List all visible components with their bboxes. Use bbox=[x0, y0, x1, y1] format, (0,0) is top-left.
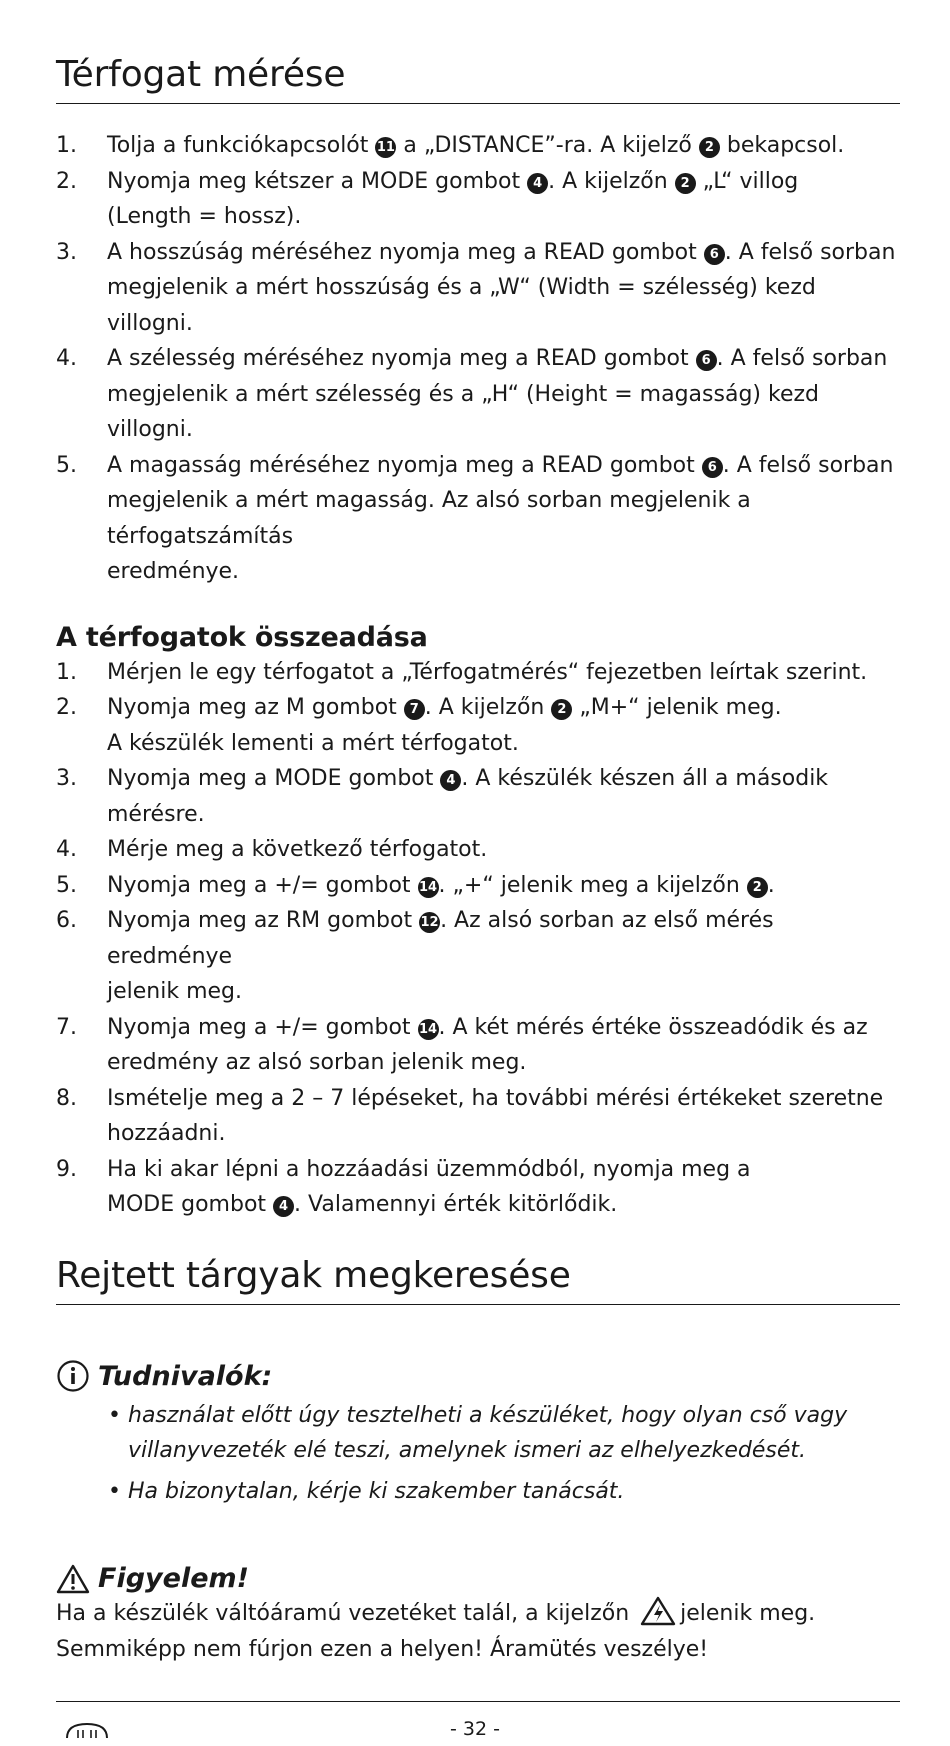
list-item: 5. Nyomja meg a +/= gombot 14. „+“ jelenik meg a kijelzőn 2 . bbox=[56, 872, 775, 898]
list-item: 2. Nyomja meg az M gombot 7 . A kijelzőn 2 „M+“ jelenik meg. A készülék lementi a mért térfogatot. bbox=[56, 695, 782, 756]
warning-block bbox=[56, 1561, 900, 1667]
electric-shock-warning-icon bbox=[640, 1596, 676, 1626]
ref-number-icon: 4 bbox=[527, 173, 548, 194]
ref-number-icon: 7 bbox=[404, 699, 425, 720]
ref-number-icon: 6 bbox=[696, 350, 717, 371]
footer-divider bbox=[56, 1701, 900, 1702]
ref-number-icon: 11 bbox=[375, 137, 396, 158]
ref-number-icon: 2 bbox=[699, 137, 720, 158]
list-item: 4. A szélesség méréséhez nyomja meg a READ gombot 6 . A felső sorban megjelenik a mért szélesség és a „H“ (Height = magasság) kezd villogni. bbox=[56, 346, 888, 442]
list-item: 1. Tolja a funkciókapcsolót 11 a „DISTANCE”-ra. A kijelző 2 bekapcsol. bbox=[56, 133, 845, 158]
ref-number-icon: 2 bbox=[747, 877, 768, 898]
ref-number-icon: 6 bbox=[704, 244, 725, 265]
section-title-volume: Térfogat mérése bbox=[56, 52, 900, 104]
list-item: 6. Nyomja meg az RM gombot 12. Az alsó sorban az első mérés eredménye jelenik meg. bbox=[56, 908, 774, 1005]
page-number: - 32 - bbox=[450, 1718, 500, 1740]
list-item: 2. Nyomja meg kétszer a MODE gombot 4 . A kijelzőn 2 „L“ villog (Length = hossz). bbox=[56, 168, 799, 229]
ref-number-icon: 2 bbox=[551, 699, 572, 720]
info-circle-icon bbox=[56, 1359, 90, 1393]
note-heading: Tudnivalók: bbox=[56, 1359, 900, 1394]
notes-block bbox=[56, 1359, 900, 1510]
section-title-hidden-objects: Rejtett tárgyak megkeresése bbox=[56, 1253, 900, 1305]
warning-triangle-icon bbox=[56, 1564, 90, 1594]
ref-number-icon: 4 bbox=[440, 770, 461, 791]
volume-steps bbox=[56, 128, 900, 590]
notes-list bbox=[56, 1398, 900, 1510]
list-item: 3. A hosszúság méréséhez nyomja meg a READ gombot 6 . A felső sorban megjelenik a mért hosszúság és a „W“ (Width = szélesség) kezd villogni. bbox=[56, 239, 896, 336]
list-item: 8. Ismételje meg a 2 – 7 lépéseket, ha további mérési értékeket szeretne hozzáadni. bbox=[56, 1085, 884, 1147]
list-item: • használat előtt úgy tesztelheti a készüléket, hogy olyan cső vagy villanyvezeték elé teszi, amelynek ismeri az elhelyezkedését. bbox=[108, 1402, 848, 1464]
list-item: 9. Ha ki akar lépni a hozzáadási üzemmódból, nyomja meg a MODE gombot 4 . Valamennyi érték kitörlődik. bbox=[56, 1156, 751, 1218]
list-item: 4. Mérje meg a következő térfogatot. bbox=[56, 837, 488, 863]
list-item: 5. A magasság méréséhez nyomja meg a READ gombot 6 . A felső sorban megjelenik a mért magasság. Az alsó sorban megjelenik a térfogatszámítás eredménye. bbox=[56, 452, 894, 584]
list-item: • Ha bizonytalan, kérje ki szakember tanácsát. bbox=[108, 1478, 625, 1504]
ref-number-icon: 2 bbox=[675, 173, 696, 194]
ref-number-icon: 12 bbox=[419, 912, 440, 933]
ref-number-icon: 4 bbox=[273, 1196, 294, 1217]
list-item: 3. Nyomja meg a MODE gombot 4 . A készülék készen áll a második mérésre. bbox=[56, 766, 829, 827]
ref-number-icon: 14 bbox=[418, 877, 439, 898]
addition-steps bbox=[56, 655, 900, 1223]
ref-number-icon: 6 bbox=[702, 457, 723, 478]
section-title-volume-addition: A térfogatok összeadása bbox=[56, 621, 428, 653]
page bbox=[56, 0, 900, 1667]
list-item: 7. Nyomja meg a +/= gombot 14. A két mérés értéke összeadódik és az eredmény az alsó sorban jelenik meg. bbox=[56, 1014, 868, 1076]
ref-number-icon: 14 bbox=[418, 1019, 439, 1040]
warning-text: Ha a készülék váltóáramú vezetéket talál, a kijelzőn jelenik meg. Semmiképp nem fúrjon ezen a helyen! Áramütés veszélye! bbox=[56, 1596, 900, 1667]
warning-heading: Figyelem! bbox=[56, 1561, 900, 1596]
list-item: 1. Mérjen le egy térfogatot a „Térfogatmérés“ fejezetben leírtak szerint. bbox=[56, 659, 868, 685]
